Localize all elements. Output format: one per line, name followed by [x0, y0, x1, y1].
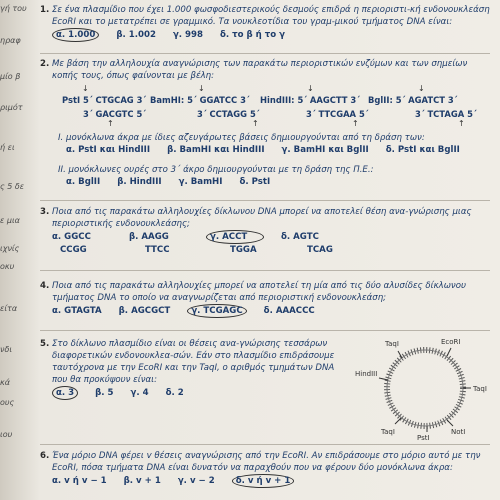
enzyme-pstI-bottom: 3΄ GACGTC 5΄	[83, 109, 146, 119]
enzyme-bamhi-bottom: 3΄ CCTAGG 5΄	[197, 109, 260, 119]
option-a[interactable]: α. BglII	[66, 177, 101, 187]
cut-arrow: ↑	[252, 119, 259, 128]
option-c[interactable]: γ. v − 2	[177, 476, 215, 486]
options	[52, 386, 350, 400]
question-number: 6.	[40, 451, 50, 461]
cut-arrow: ↓	[307, 84, 314, 93]
margin-text: κά	[0, 378, 10, 387]
site-label: EcoRI	[441, 338, 461, 346]
strand-c: TGGA	[230, 245, 257, 255]
margin-text: οκυ	[0, 262, 15, 271]
option-d[interactable]: δ. 2	[165, 388, 184, 398]
plasmid-outline	[387, 350, 463, 426]
divider	[40, 200, 490, 201]
site-label: NotI	[451, 428, 466, 436]
divider	[40, 444, 490, 445]
question-3	[40, 206, 494, 256]
question-number: 1.	[40, 5, 50, 15]
options	[52, 230, 494, 244]
option-a[interactable]: α. PstI και HindIII	[66, 145, 151, 155]
option-a[interactable]: α. 1.000	[52, 28, 99, 42]
option-c[interactable]: γ. 4	[130, 388, 149, 398]
question-4	[40, 280, 494, 318]
question-2	[40, 58, 494, 82]
site-label: TaqI	[381, 428, 395, 436]
question-6	[40, 450, 494, 488]
option-b[interactable]: β. AGCGCT	[118, 306, 171, 316]
question-text: Σε ένα πλασμίδιο που έχει 1.000 φωσφοδιεστερικούς δεσμούς επιδρά η περιοριστι-κή ενδονουκλεάση EcoRI και το μετατρέπει σε γραμμικό. Τα νουκλεοτίδια του γραμ-μικού τμήματος DNA είναι:	[52, 5, 490, 27]
strand-a: CCGG	[60, 245, 87, 255]
cut-arrow: ↑	[458, 119, 465, 128]
options	[52, 304, 494, 318]
divider	[40, 330, 490, 331]
cut-arrow: ↓	[198, 84, 205, 93]
option-b[interactable]: β. HindIII	[117, 177, 162, 187]
enzyme-bamhi-top: BamHI: 5΄ GGATCC 3΄	[150, 95, 250, 105]
enzyme-hindiii-bottom: 3΄ TTCGAA 5΄	[306, 109, 369, 119]
site-label: HindIII	[355, 370, 378, 378]
question-text: Με βάση την αλληλουχία αναγνώρισης των παρακάτω περιοριστικών ενζύμων και των σημείων κοπής τους, όπως φαίνονται με βέλη:	[52, 59, 468, 81]
options	[66, 144, 494, 156]
enzyme-bglii-top: BglII: 5΄ AGATCT 3΄	[368, 95, 458, 105]
strand-d: TCAG	[307, 245, 333, 255]
cut-arrow: ↑	[352, 119, 359, 128]
strand-b: TTCC	[145, 245, 170, 255]
option-c[interactable]: γ. 998	[172, 30, 203, 40]
site-marker	[379, 378, 388, 380]
question-5	[40, 338, 350, 400]
cut-arrow: ↓	[82, 84, 89, 93]
option-a[interactable]: α. 3	[52, 386, 78, 400]
option-c[interactable]: γ. TCGAGC	[187, 304, 246, 318]
site-label: TaqI	[385, 340, 399, 348]
site-marker	[447, 420, 453, 426]
question-text: Στο δίκλωνο πλασμίδιο είναι οι θέσεις ανα-γνώρισης τεσσάρων διαφορετικών ενδονουκλεα-σών. Εάν στο πλασμίδιο επιδράσουμε ταυτόχρονα με την EcoRI και την TaqI, ο αριθμός τμημάτων DNA που θα προκύψουν είναι:	[52, 339, 335, 385]
question-text: Ποια από τις παρακάτω αλληλουχίες δίκλωνου DNA μπορεί να αποτελεί θέση ανα-γνώρισης μιας περιοριστικής ενδονουκλεάσης;	[52, 207, 472, 229]
site-label: PstI	[417, 434, 430, 442]
margin-text: ους	[0, 398, 15, 407]
question-1	[40, 4, 494, 42]
margin-text: ή ει	[0, 143, 15, 152]
enzyme-hindiii-top: HindIII: 5΄ AAGCTT 3΄	[260, 95, 360, 105]
cut-arrow: ↑	[107, 119, 114, 128]
margin-text: ιχνίς	[0, 244, 20, 253]
options	[52, 474, 494, 488]
site-marker	[447, 348, 451, 356]
margin-text: νδι	[0, 345, 13, 354]
enzyme-pstI-top: PstI 5΄ CTGCAG 3΄	[62, 95, 147, 105]
option-d[interactable]: δ. το β ή το γ	[220, 30, 286, 40]
question-text: Ποια από τις παρακάτω αλληλουχίες μπορεί να αποτελεί τη μία από τις δύο αλυσίδες δίκλωνου τμήματος DNA το οποίο να αναγνωρίζεται από περιοριστική ενδονουκλεάση;	[52, 281, 466, 303]
option-a[interactable]: α. GTAGTA	[52, 306, 102, 316]
question-2-part-i	[58, 132, 494, 156]
divider	[40, 270, 490, 271]
option-d[interactable]: δ. PstI	[239, 177, 271, 187]
option-c[interactable]: γ. BamHI	[178, 177, 223, 187]
site-label: TaqI	[473, 385, 487, 393]
margin-text: ριμότ	[0, 103, 23, 112]
option-d[interactable]: δ. PstI και BglII	[385, 145, 460, 155]
question-2-part-ii	[58, 164, 494, 188]
plasmid-diagram	[355, 332, 495, 444]
site-marker	[395, 418, 401, 424]
option-b[interactable]: β. 1.002	[116, 30, 156, 40]
option-c[interactable]: γ. BamHI και BglII	[281, 145, 369, 155]
sub-question-text: II. μονόκλωνες ουρές στο 3΄ άκρο δημιουργούνται με τη δράση της Π.Ε.:	[58, 165, 374, 175]
margin-text: ιου	[0, 430, 13, 439]
options	[52, 28, 494, 42]
option-b[interactable]: β. v + 1	[123, 476, 161, 486]
margin-text: ε μια	[0, 216, 20, 225]
margin-text: είτα	[0, 304, 18, 313]
sub-question-text: I. μονόκλωνα άκρα με ίδιες αζευγάρωτες βάσεις δημιουργούνται από τη δράση των:	[58, 133, 425, 143]
option-a[interactable]: α. GGCC	[52, 232, 91, 242]
margin-text: ς 5 δε	[0, 182, 25, 191]
option-c[interactable]: γ. ACCT	[206, 230, 264, 244]
cut-arrow: ↓	[418, 84, 425, 93]
options-bottom-strand	[52, 244, 494, 256]
option-b[interactable]: β. AAGG	[129, 232, 169, 242]
option-b[interactable]: β. 5	[95, 388, 114, 398]
question-number: 4.	[40, 281, 50, 291]
enzyme-bglii-bottom: 3΄ TCTAGA 5΄	[415, 109, 477, 119]
margin-text: ηραφ	[0, 36, 21, 45]
option-d[interactable]: δ. AAACCC	[263, 306, 315, 316]
option-b[interactable]: β. BamHI και HindIII	[167, 145, 265, 155]
option-a[interactable]: α. v ή v − 1	[52, 476, 107, 486]
margin-text: μίο β	[0, 72, 21, 81]
options	[66, 176, 494, 188]
question-text: Ένα μόριο DNA φέρει v θέσεις αναγνώρισης από την EcoRI. Αν επιδράσουμε στο μόριο αυτό με την EcoRI, πόσα τμήματα DNA είναι δυνατόν να παραχθούν που να φέρουν δύο μονόκλωνα άκρα:	[52, 451, 481, 473]
option-d[interactable]: δ. AGTC	[281, 232, 319, 242]
question-number: 3.	[40, 207, 50, 217]
question-number: 5.	[40, 339, 50, 349]
option-d[interactable]: δ. v ή v + 1	[232, 474, 295, 488]
divider	[40, 53, 490, 54]
margin-text: γή του	[0, 4, 27, 13]
question-number: 2.	[40, 59, 50, 69]
